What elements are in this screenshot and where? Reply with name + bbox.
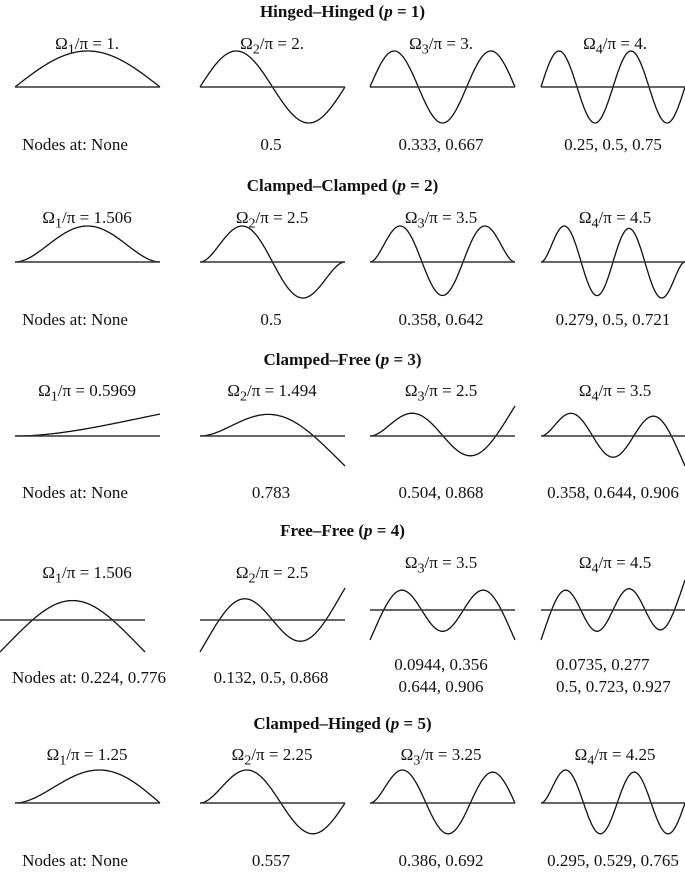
frequency-label: $\Omega_3/\pi = 3.5$ bbox=[404, 553, 478, 577]
frequency-label: $\Omega_1/\pi = 1.506$ bbox=[42, 563, 132, 587]
mode-shape-curve bbox=[15, 770, 160, 803]
nodes-label: 0.557 bbox=[251, 851, 291, 870]
p-value: 1 bbox=[410, 2, 420, 21]
mode-shape-curve bbox=[200, 770, 345, 834]
nodes-label: 0.386, 0.692 bbox=[398, 851, 484, 870]
mode-shape-curve bbox=[541, 413, 685, 466]
frequency-label: $\Omega_4/\pi = 3.5$ bbox=[578, 381, 652, 405]
nodes-label: 0.358, 0.642 bbox=[398, 310, 484, 329]
nodes-line-1: 0.0944, 0.356 bbox=[394, 655, 488, 674]
frequency-label: $\Omega_2/\pi = 2.25$ bbox=[231, 745, 313, 769]
section-name: Clamped–Hinged bbox=[253, 714, 381, 733]
mode-shape-curve bbox=[370, 590, 515, 640]
section-name: Hinged–Hinged bbox=[259, 2, 375, 21]
frequency-label: $\Omega_3/\pi = 3.25$ bbox=[400, 745, 482, 769]
section-title-clamped-hinged: Clamped–Hinged (p = 5) bbox=[253, 714, 432, 733]
section-title-hinged-hinged: Hinged–Hinged (p = 1) bbox=[259, 2, 426, 21]
nodes-label: 0.132, 0.5, 0.868 bbox=[213, 668, 329, 687]
nodes-label: 0.5 bbox=[260, 310, 282, 329]
section-name: Clamped–Clamped bbox=[246, 176, 388, 195]
frequency-label: $\Omega_2/\pi = 2$. bbox=[240, 34, 304, 58]
nodes-line-2: 0.644, 0.906 bbox=[398, 677, 484, 696]
mode-shape-curve bbox=[370, 770, 515, 834]
frequency-label: $\Omega_2/\pi = 2.5$ bbox=[235, 208, 309, 232]
nodes-label: Nodes at: 0.224, 0.776 bbox=[12, 668, 166, 687]
nodes-label: Nodes at: None bbox=[22, 851, 128, 870]
nodes-label: Nodes at: None bbox=[22, 310, 128, 329]
frequency-label: $\Omega_2/\pi = 1.494$ bbox=[227, 381, 317, 405]
section-title-clamped-clamped: Clamped–Clamped (p = 2) bbox=[246, 176, 439, 195]
mode-shape-curve bbox=[200, 414, 345, 466]
mode-shape-curve bbox=[370, 226, 515, 296]
frequency-label: $\Omega_1/\pi = 1$. bbox=[55, 34, 119, 58]
frequency-label: $\Omega_3/\pi = 3$. bbox=[409, 34, 473, 58]
mode-shape-curve bbox=[541, 770, 685, 834]
nodes-label: Nodes at: None bbox=[22, 483, 128, 502]
nodes-line-1: 0.0735, 0.277 bbox=[556, 655, 650, 674]
frequency-label: $\Omega_4/\pi = 4.5$ bbox=[578, 208, 652, 232]
nodes-line-2: 0.5, 0.723, 0.927 bbox=[556, 677, 671, 696]
mode-shape-curve bbox=[15, 51, 160, 87]
section-title-clamped-free: Clamped–Free (p = 3) bbox=[263, 350, 422, 369]
p-value: 4 bbox=[390, 521, 400, 540]
mode-shape-curve bbox=[15, 414, 160, 436]
p-value: 5 bbox=[417, 714, 426, 733]
nodes-label: 0.5 bbox=[260, 135, 282, 154]
mode-shape-curve bbox=[0, 601, 145, 653]
frequency-label: $\Omega_1/\pi = 1.506$ bbox=[42, 208, 132, 232]
frequency-label: $\Omega_3/\pi = 2.5$ bbox=[404, 381, 478, 405]
nodes-label: 0.25, 0.5, 0.75 bbox=[564, 135, 662, 154]
nodes-label: 0.295, 0.529, 0.765 bbox=[547, 851, 679, 870]
frequency-label: $\Omega_1/\pi = 1.25$ bbox=[46, 745, 128, 769]
nodes-label: 0.783 bbox=[251, 483, 291, 502]
p-value: 3 bbox=[407, 350, 416, 369]
frequency-label: $\Omega_4/\pi = 4$. bbox=[583, 34, 647, 58]
frequency-label: $\Omega_1/\pi = 0.5969$ bbox=[38, 381, 136, 405]
p-value: 2 bbox=[424, 176, 433, 195]
frequency-label: $\Omega_3/\pi = 3.5$ bbox=[404, 208, 478, 232]
mode-shape-curve bbox=[370, 406, 515, 456]
section-title-free-free: Free–Free (p = 4) bbox=[280, 521, 405, 540]
nodes-label: 0.333, 0.667 bbox=[398, 135, 484, 154]
nodes-label: 0.279, 0.5, 0.721 bbox=[555, 310, 671, 329]
nodes-label: 0.358, 0.644, 0.906 bbox=[547, 483, 679, 502]
nodes-label: Nodes at: None bbox=[22, 135, 128, 154]
section-name: Clamped–Free bbox=[263, 350, 371, 369]
mode-shape-curve bbox=[15, 226, 160, 262]
frequency-label: $\Omega_4/\pi = 4.5$ bbox=[578, 553, 652, 577]
nodes-label: 0.504, 0.868 bbox=[398, 483, 484, 502]
frequency-label: $\Omega_2/\pi = 2.5$ bbox=[235, 563, 309, 587]
section-name: Free–Free bbox=[280, 521, 355, 540]
frequency-label: $\Omega_4/\pi = 4.25$ bbox=[574, 745, 656, 769]
